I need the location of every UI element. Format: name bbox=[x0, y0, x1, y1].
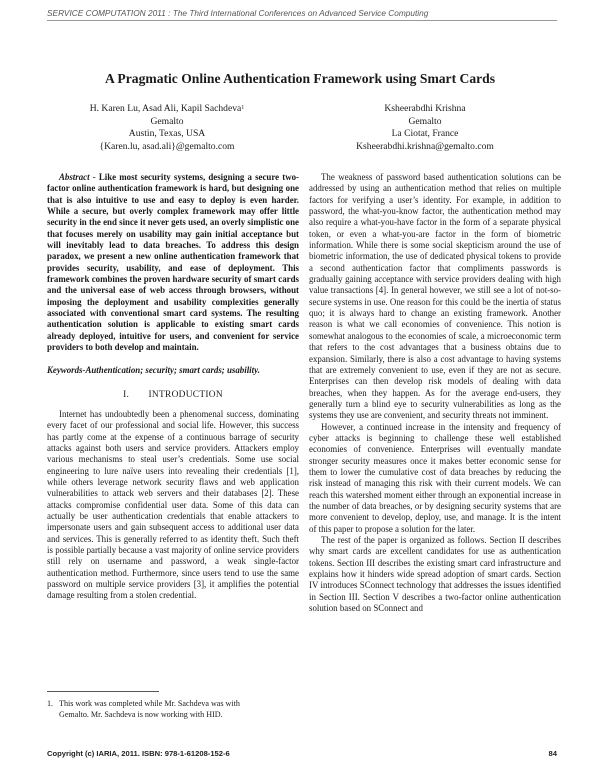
left-column bbox=[47, 172, 299, 602]
author-block-1 bbox=[42, 103, 292, 153]
abstract bbox=[47, 172, 299, 354]
footnote bbox=[47, 699, 299, 720]
author-email: Ksheerabdhi.krishna@gemalto.com bbox=[356, 140, 494, 152]
body-paragraph-1: The weakness of password based authentication solutions can be addressed by using an authentication method that relies on multiple factors for verifying a user’s identity. For example, in addition to password, the what-you-know factor, the authentication method may also require a what-you-have factor in the form of a separate physical token, or even a what-you-are factor in the form of biometric information. While there is some social skepticism around the use of biometric information, the use of dedicated physical tokens to provide a second authentication factor that compliments passwords is gradually gaining acceptance with service providers dealing with high value transactions [4]. In general however, we still see a lot of not-so-secure systems in use. One reason for this could be the inertia of status quo; it is always hard to change an existing framework. Another reason is what we call economies of convenience. This notion is somewhat analogous to the economies of scale, a microeconomic term that refers to the cost advantages that a business obtains due to expansion. Similarly, there is also a cost advantage to having systems that are extremely convenient to use, even if they are not as secure. Enterprises can then develop risk models of dealing with data breaches, when they happen. As for the average end-users, they generally turn a blind eye to security vulnerabilities as long as the systems they use are convenient, and security threats not imminent. bbox=[309, 172, 561, 421]
author-names: Ksheerabdhi Krishna bbox=[384, 103, 466, 114]
running-head: SERVICE COMPUTATION 2011 : The Third International Conferences on Advanced Service Computing bbox=[47, 8, 429, 18]
header-rule bbox=[47, 20, 557, 21]
author-names bbox=[42, 103, 292, 116]
author-block-2 bbox=[300, 103, 550, 153]
body-paragraph-2: However, a continued increase in the intensity and frequency of cyber attacks is beginning to challenge these well established economies of convenience. Enterprises will eventually mandate stronger security measures once it makes better economic sense for them to lower the cumulative cost of data breaches by reducing the risk instead of managing this risk with their current models. We can reach this watershed moment either through an exponential increase in the number of data breaches, or by designing security systems that are more convenient to develop, deploy, use, and manage. It is the intent of this paper to propose a solution for the later. bbox=[309, 421, 561, 534]
body-paragraph-3: The rest of the paper is organized as follows. Section II describes why smart cards are excellent candidates for use as authentication tokens. Section III describes the existing smart card infrastructure and explains how it hinders wide spread adoption of smart cards. Section IV introduces SConnect technology that addresses the issues identified in Section III. Section V describes a two-factor online authentication solution based on SConnect and bbox=[309, 535, 561, 614]
author-location: La Ciotat, France bbox=[391, 128, 459, 140]
author-org: Gemalto bbox=[150, 115, 184, 127]
author-email: {Karen.lu, asad.ali}@gemalto.com bbox=[99, 140, 235, 152]
footnote-line-2: Gemalto. Mr. Sachdeva is now working with HID. bbox=[59, 709, 223, 719]
section-heading-introduction: I. INTRODUCTION bbox=[123, 389, 223, 400]
intro-paragraph-1: Internet has undoubtedly been a phenomenal success, dominating every facet of our professional and social life. However, this success has partly come at the expense of a continuous barrage of security attacks against both users and service providers. Attackers employ various mechanisms to steal user’s credentials. Some use social engineering to lure naïve users into revealing their credentials [1], while others leverage network security flaws and web application vulnerabilities to attack web servers and their databases [2]. These attacks compromise confidential user data. Some of this data can actually be user authentication credentials that enable attackers to impersonate users and gain subsequent access to additional user data and services. This is generally referred to as identity theft. Such theft is possible partially because a vast majority of online service providers still rely on username and password, a weak single-factor authentication method. Furthermore, since users tend to use the same password on multiple service providers [3], it amplifies the potential damage resulting from a stolen credential. bbox=[47, 408, 299, 601]
footnote-mark: 1 bbox=[241, 105, 245, 111]
paper-title: A Pragmatic Online Authentication Framework using Smart Cards bbox=[104, 71, 496, 86]
footnote-line-1: This work was completed while Mr. Sachdeva was with bbox=[59, 699, 240, 708]
abstract-label: Abstract - bbox=[59, 172, 96, 182]
author-location: Austin, Texas, USA bbox=[128, 128, 206, 140]
footer-copyright: Copyright (c) IARIA, 2011. ISBN: 978-1-61208-152-6 bbox=[47, 749, 230, 758]
footnote-number: 1. bbox=[47, 699, 54, 708]
author-names-text: H. Karen Lu, Asad Ali, Kapil Sachdeva bbox=[89, 103, 242, 114]
footnote-rule bbox=[47, 691, 159, 692]
author-org: Gemalto bbox=[408, 115, 442, 127]
keywords: Keywords-Authentication; security; smart cards; usability. bbox=[47, 364, 260, 375]
page-number: 84 bbox=[548, 749, 557, 758]
right-column bbox=[309, 172, 561, 614]
abstract-text: Like most security systems, designing a secure two-factor online authentication framework is hard, but designing one that is also intuitive to use and easy to deploy is even harder. While a secure, but overly complex framework may offer little security in the end since it never gets used, an overly simplistic one that focuses merely on usability may gain initial acceptance but will inevitably lead to data breaches. To address this design paradox, we present a new online authentication framework that provides security, usability, and ease of deployment. This framework combines the proven hardware security of smart cards and the universal ease of web access through browsers, without imposing the deployment and usability complexities generally associated with conventional smart card systems. The resulting authentication solution is applicable to existing smart cards already deployed, intuitive for users, and convenient for service providers to both develop and maintain. bbox=[47, 172, 299, 353]
